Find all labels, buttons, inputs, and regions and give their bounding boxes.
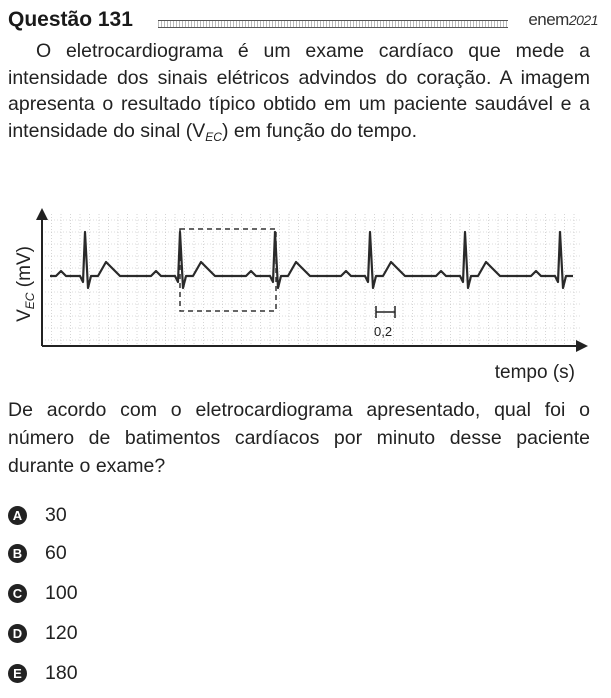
- option-letter-e: E: [8, 664, 27, 683]
- option-d[interactable]: [8, 618, 208, 648]
- x-axis-label: tempo (s): [494, 362, 575, 383]
- question-header: [8, 8, 598, 38]
- highlight-box: [180, 229, 276, 311]
- ecg-chart: [8, 206, 590, 386]
- y-axis-subscript: EC: [23, 292, 37, 310]
- y-axis-symbol: V: [14, 309, 35, 322]
- brand-name: enem: [528, 10, 569, 29]
- option-text-a: 30: [45, 503, 67, 526]
- statement-text-after: ) em função do tempo.: [221, 119, 418, 142]
- y-axis-unit: (mV): [14, 246, 35, 288]
- question-prompt: De acordo com o eletrocardiograma apresentado, qual foi o número de batimentos cardíacos por minuto desse paciente durante o exame?: [8, 399, 590, 477]
- statement-subscript: EC: [205, 129, 222, 144]
- option-b[interactable]: [8, 538, 208, 568]
- option-text-e: 180: [45, 661, 78, 684]
- option-text-b: 60: [45, 541, 67, 564]
- statement-text-before: O eletrocardiograma é um exame cardíaco que mede a intensidade dos sinais elétricos advindos do coração. A imagem apresenta o resultado típico obtido em um paciente saudável e a intensidade do sinal (V: [8, 40, 590, 142]
- question-title: Questão 131: [8, 8, 133, 31]
- scale-marker-label: 0,2: [374, 324, 393, 339]
- x-axis-arrow: [576, 340, 588, 352]
- option-e[interactable]: [8, 658, 208, 688]
- option-letter-d: D: [8, 624, 27, 643]
- option-letter-b: B: [8, 544, 27, 563]
- y-axis-label: [14, 246, 37, 322]
- option-text-c: 100: [45, 581, 78, 604]
- enem-logo: [528, 10, 598, 30]
- option-a[interactable]: [8, 500, 208, 530]
- brand-year: 2021: [568, 12, 598, 28]
- chart-grid: [42, 214, 580, 346]
- question-statement: [8, 38, 590, 150]
- header-rule: [158, 20, 508, 28]
- y-axis-arrow: [36, 208, 48, 220]
- ecg-trace: [50, 232, 573, 288]
- option-letter-c: C: [8, 584, 27, 603]
- option-letter-a: A: [8, 506, 27, 525]
- option-c[interactable]: [8, 578, 208, 608]
- option-text-d: 120: [45, 621, 78, 644]
